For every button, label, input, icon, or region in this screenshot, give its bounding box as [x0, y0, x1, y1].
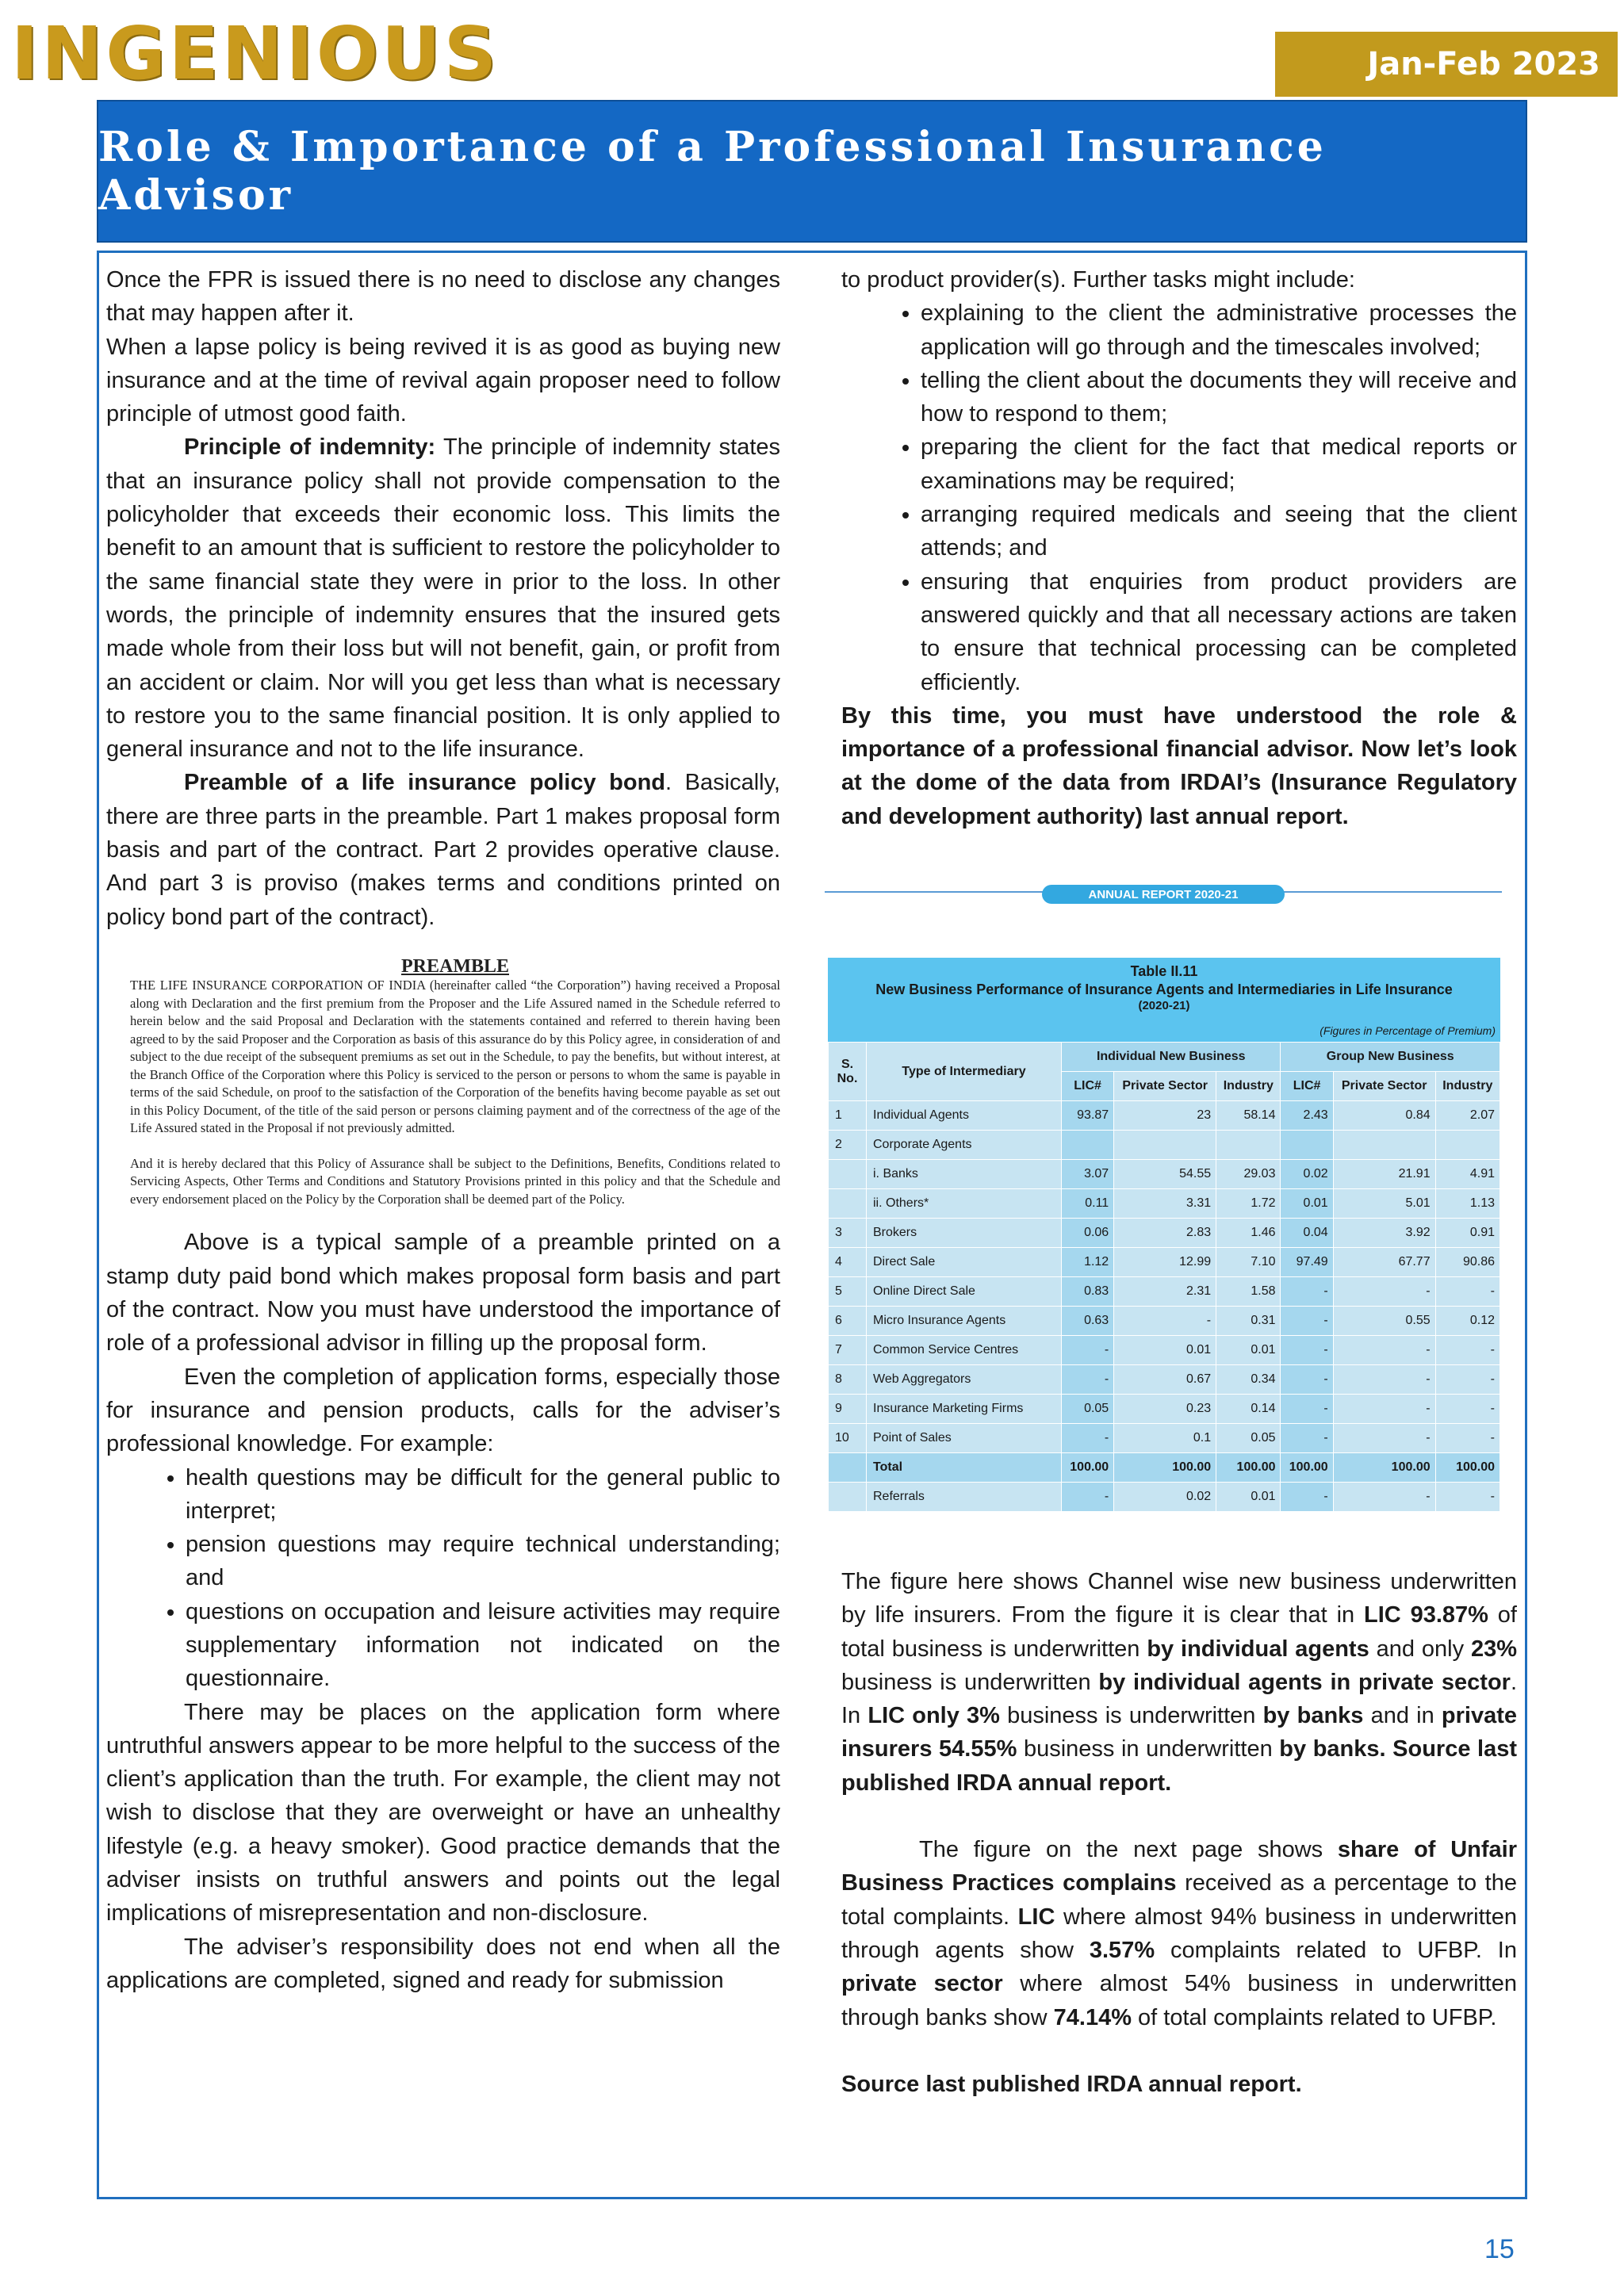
- table-row: [829, 1189, 1500, 1219]
- table-row: [829, 1395, 1500, 1424]
- cell-value: 23: [1114, 1101, 1216, 1131]
- paragraph: to product provider(s). Further tasks might include:: [841, 267, 1355, 293]
- cell-value: 2.43: [1281, 1101, 1333, 1131]
- cell-value: 0.34: [1216, 1365, 1281, 1395]
- paragraph-bold: [841, 699, 1517, 833]
- cell-value: -: [1062, 1336, 1114, 1365]
- cell-value: -: [1435, 1424, 1500, 1453]
- cell-value: 0.23: [1114, 1395, 1216, 1424]
- cell-value: 1.12: [1062, 1248, 1114, 1277]
- table-row: [829, 1131, 1500, 1160]
- text: business is underwritten: [999, 1703, 1263, 1729]
- cell-value: -: [1281, 1307, 1333, 1336]
- cell-type: Direct Sale: [867, 1248, 1062, 1277]
- bold-text: by individual agents in private sector: [1098, 1669, 1511, 1695]
- paragraph-preamble: [106, 766, 780, 933]
- text: of total complaints related to UFBP.: [1131, 2004, 1497, 2030]
- cell-value: 0.55: [1333, 1307, 1435, 1336]
- article-title-band: [97, 100, 1527, 243]
- text: where almost 94% business in underwritten through agents show: [841, 1904, 1517, 1963]
- cell-value: 58.14: [1216, 1101, 1281, 1131]
- cell-value: 0.1: [1114, 1424, 1216, 1453]
- cell-value: 12.99: [1114, 1248, 1216, 1277]
- text: of total business is underwritten: [841, 1602, 1517, 1662]
- cell-value: 3.92: [1333, 1219, 1435, 1248]
- col-header-lic: LIC#: [1281, 1072, 1333, 1101]
- bold-text: by banks. Source last published IRDA annual report.: [841, 1736, 1517, 1796]
- table-row: [829, 1365, 1500, 1395]
- bold-text: by banks: [1262, 1703, 1364, 1729]
- issue-date: Jan-Feb 2023: [1367, 46, 1600, 82]
- cell-value: 1.58: [1216, 1277, 1281, 1307]
- col-header-private: Private Sector: [1333, 1072, 1435, 1101]
- bold-text: 23%: [1470, 1636, 1517, 1662]
- cell-sno: 3: [829, 1219, 867, 1248]
- cell-type: Referrals: [867, 1483, 1062, 1512]
- cell-sno: 8: [829, 1365, 867, 1395]
- cell-value: 0.11: [1062, 1189, 1114, 1219]
- cell-value: [1333, 1131, 1435, 1160]
- paragraph: When a lapse policy is being revived it is as good as buying new insurance and at the time of revival again proposer need to follow principle of utmost good faith.: [106, 334, 780, 427]
- bullet-list: [106, 1461, 780, 1696]
- cell-value: 2.83: [1114, 1219, 1216, 1248]
- table-row: [829, 1219, 1500, 1248]
- bold-text: private sector: [841, 1971, 1003, 1997]
- preamble-clause: THE LIFE INSURANCE CORPORATION OF INDIA (hereinafter called “the Corporation”) having received a Proposal along with Declaration and the first premium from the Proposer and the Life Assured named in the Schedule referred to herein below and the said Proposal and Declaration with the statements contained and referred to therein having been agreed to by the said Proposer and the Corporation as basis of this assurance do by this Policy agree, in consideration of and subject to the due receipt of the subsequent premiums as set out in the Schedule, to pay the benefits, but without interest, at the Branch Office of the Corporation where this Policy is serviced to the person or persons to whom the same is payable in terms of the said Schedule, on proof to the satisfaction of the Corporation of the benefits having become payable as set out in this Policy Document, of the title of the said person or persons claiming payment and of the correctness of the age of the Life Assured stated in the Proposal if not previously admitted.: [130, 978, 780, 1136]
- cell-value: 0.02: [1114, 1483, 1216, 1512]
- cell-value: 2.07: [1435, 1101, 1500, 1131]
- cell-type: Insurance Marketing Firms: [867, 1395, 1062, 1424]
- text: and in: [1363, 1703, 1442, 1729]
- cell-value: [1062, 1131, 1114, 1160]
- cell-value: 0.31: [1216, 1307, 1281, 1336]
- cell-value: [1435, 1131, 1500, 1160]
- bold-text: private insurers 54.55%: [841, 1703, 1517, 1762]
- cell-value: 0.06: [1062, 1219, 1114, 1248]
- cell-value: -: [1281, 1424, 1333, 1453]
- table-note: (Figures in Percentage of Premium): [1320, 1024, 1496, 1037]
- cell-value: 100.00: [1062, 1453, 1114, 1483]
- bullet-list: [841, 297, 1517, 699]
- col-group-group: Group New Business: [1281, 1043, 1500, 1072]
- paragraph: Above is a typical sample of a preamble printed on a stamp duty paid bond which makes proposal form basis and part of the contract. Now you must have understood the importance of role of a professional advisor in filling up the proposal form.: [106, 1230, 780, 1357]
- text: where almost 54% business in underwritten through banks show: [841, 1971, 1517, 2030]
- table-number: Table II.11: [1130, 963, 1198, 979]
- list-item: • preparing the client for the fact that medical reports or examinations may be required;: [921, 430, 1517, 498]
- cell-sno: [829, 1483, 867, 1512]
- cell-type: Common Service Centres: [867, 1336, 1062, 1365]
- article-title: Role & Importance of a Professional Insurance Advisor: [98, 123, 1327, 220]
- text: business in underwritten: [1017, 1736, 1280, 1762]
- cell-value: 2.31: [1114, 1277, 1216, 1307]
- cell-value: 0.83: [1062, 1277, 1114, 1307]
- cell-value: 1.13: [1435, 1189, 1500, 1219]
- cell-type: Point of Sales: [867, 1424, 1062, 1453]
- table-row: [829, 1453, 1500, 1483]
- cell-value: 97.49: [1281, 1248, 1333, 1277]
- paragraph-channel: [841, 1565, 1517, 1800]
- bold-text: Source last published IRDA annual report.: [841, 2071, 1302, 2097]
- table-row: [829, 1336, 1500, 1365]
- text: business is underwritten: [841, 1669, 1099, 1695]
- cell-value: 0.91: [1435, 1219, 1500, 1248]
- cell-value: 93.87: [1062, 1101, 1114, 1131]
- cell-value: 100.00: [1216, 1453, 1281, 1483]
- cell-sno: [829, 1189, 867, 1219]
- cell-value: 0.63: [1062, 1307, 1114, 1336]
- bold-text: LIC: [1017, 1904, 1055, 1930]
- cell-sno: 2: [829, 1131, 867, 1160]
- cell-value: 0.05: [1216, 1424, 1281, 1453]
- table-row: [829, 1277, 1500, 1307]
- right-column: [841, 263, 1517, 833]
- bold-text: 3.57%: [1089, 1937, 1155, 1963]
- page-number: 15: [1484, 2234, 1515, 2264]
- preamble-sample-image: [106, 955, 780, 1209]
- col-header-industry: Industry: [1216, 1072, 1281, 1101]
- cell-type: Micro Insurance Agents: [867, 1307, 1062, 1336]
- cell-value: -: [1062, 1424, 1114, 1453]
- table-wrap: [828, 958, 1500, 1512]
- cell-value: 0.05: [1062, 1395, 1114, 1424]
- text: received as a percentage to the total complaints.: [841, 1870, 1517, 1930]
- cell-value: -: [1333, 1365, 1435, 1395]
- text: The figure on the next page shows: [919, 1837, 1338, 1863]
- source-note: [841, 2068, 1517, 2101]
- cell-value: 1.46: [1216, 1219, 1281, 1248]
- cell-value: 90.86: [1435, 1248, 1500, 1277]
- cell-value: 7.10: [1216, 1248, 1281, 1277]
- cell-value: 0.14: [1216, 1395, 1281, 1424]
- paragraph: The adviser’s responsibility does not end when all the applications are completed, signed and ready for submission: [106, 1934, 780, 1993]
- paragraph: Once the FPR is issued there is no need to disclose any changes that may happen after it.: [106, 267, 780, 327]
- cell-value: -: [1114, 1307, 1216, 1336]
- cell-value: -: [1281, 1365, 1333, 1395]
- cell-type: Corporate Agents: [867, 1131, 1062, 1160]
- cell-sno: 7: [829, 1336, 867, 1365]
- paragraph-indemnity: [106, 430, 780, 766]
- cell-value: -: [1281, 1336, 1333, 1365]
- cell-value: 0.01: [1114, 1336, 1216, 1365]
- cell-sno: [829, 1453, 867, 1483]
- col-header-type: Type of Intermediary: [867, 1043, 1062, 1101]
- annual-report-table-image: [825, 887, 1502, 1524]
- issue-tag: [1275, 32, 1618, 97]
- cell-value: -: [1333, 1395, 1435, 1424]
- text: and only: [1369, 1636, 1471, 1662]
- left-column: [106, 263, 780, 1997]
- col-header-lic: LIC#: [1062, 1072, 1114, 1101]
- text: complaints related to UFBP. In: [1155, 1937, 1517, 1963]
- cell-value: -: [1333, 1424, 1435, 1453]
- cell-value: -: [1333, 1336, 1435, 1365]
- cell-sno: 5: [829, 1277, 867, 1307]
- cell-type: Online Direct Sale: [867, 1277, 1062, 1307]
- table-body: [829, 1101, 1500, 1512]
- cell-sno: [829, 1160, 867, 1189]
- cell-value: -: [1435, 1395, 1500, 1424]
- cell-value: 3.07: [1062, 1160, 1114, 1189]
- paragraph: There may be places on the application form where untruthful answers appear to be more helpful to the success of the client’s application than the truth. For example, the client may not wish to disclose that they are overweight or have an unhealthy lifestyle (e.g. a heavy smoker). Good practice demands that the adviser insists on truthful answers and points out the legal implications of misrepresentation and non-disclosure.: [106, 1699, 780, 1927]
- intermediary-table: [828, 1042, 1500, 1512]
- paragraph-ufbp: [841, 1833, 1517, 2034]
- paragraph-text: . Basically, there are three parts in the preamble. Part 1 makes proposal form basis and part of the contract. Part 2 provides operative clause. And part 3 is proviso (makes terms and conditions printed on policy bond part of the contract).: [106, 770, 780, 930]
- cell-sno: 9: [829, 1395, 867, 1424]
- cell-value: 100.00: [1114, 1453, 1216, 1483]
- cell-value: 0.01: [1216, 1336, 1281, 1365]
- right-column-lower: [841, 1565, 1517, 2101]
- cell-value: -: [1062, 1483, 1114, 1512]
- bold-lead: Principle of indemnity:: [184, 434, 436, 461]
- cell-value: 0.12: [1435, 1307, 1500, 1336]
- cell-value: 0.01: [1281, 1189, 1333, 1219]
- table-row: [829, 1483, 1500, 1512]
- list-item: • ensuring that enquiries from product providers are answered quickly and that all necessary actions are taken to ensure that technical processing can be completed efficiently.: [921, 565, 1517, 699]
- cell-type: Individual Agents: [867, 1101, 1062, 1131]
- list-item: • questions on occupation and leisure activities may require supplementary information not indicated on the questionnaire.: [186, 1595, 780, 1696]
- cell-value: 0.01: [1216, 1483, 1281, 1512]
- table-year: (2020-21): [1138, 999, 1190, 1012]
- cell-type: Web Aggregators: [867, 1365, 1062, 1395]
- bold-text: by individual agents: [1147, 1636, 1369, 1662]
- cell-value: -: [1435, 1336, 1500, 1365]
- cell-value: 21.91: [1333, 1160, 1435, 1189]
- cell-value: -: [1333, 1277, 1435, 1307]
- cell-value: 4.91: [1435, 1160, 1500, 1189]
- cell-value: 54.55: [1114, 1160, 1216, 1189]
- cell-value: 1.72: [1216, 1189, 1281, 1219]
- cell-value: 0.67: [1114, 1365, 1216, 1395]
- brand-logo: INGENIOUS: [11, 11, 500, 96]
- cell-value: 100.00: [1333, 1453, 1435, 1483]
- list-item: • telling the client about the documents they will receive and how to respond to them;: [921, 364, 1517, 431]
- col-header-private: Private Sector: [1114, 1072, 1216, 1101]
- cell-sno: 1: [829, 1101, 867, 1131]
- cell-value: -: [1435, 1483, 1500, 1512]
- cell-type: Brokers: [867, 1219, 1062, 1248]
- cell-value: 5.01: [1333, 1189, 1435, 1219]
- cell-value: -: [1333, 1483, 1435, 1512]
- cell-value: -: [1281, 1277, 1333, 1307]
- preamble-clause: And it is hereby declared that this Policy of Assurance shall be subject to the Definitions, Benefits, Conditions related to Servicing Aspects, Other Terms and Conditions and Statutory Provisions printed in this policy and that the Schedule and every endorsement placed on the Policy by the Corporation shall be deemed part of the Policy.: [130, 1155, 780, 1207]
- cell-value: 100.00: [1435, 1453, 1500, 1483]
- cell-value: 0.02: [1281, 1160, 1333, 1189]
- table-title: New Business Performance of Insurance Agents and Intermediaries in Life Insurance: [875, 982, 1453, 997]
- cell-value: -: [1062, 1365, 1114, 1395]
- list-item: • health questions may be difficult for the general public to interpret;: [186, 1461, 780, 1529]
- col-group-individual: Individual New Business: [1062, 1043, 1281, 1072]
- bold-text: 74.14%: [1053, 2004, 1132, 2030]
- cell-value: -: [1281, 1483, 1333, 1512]
- annual-report-badge: ANNUAL REPORT 2020-21: [1042, 885, 1285, 904]
- cell-sno: 4: [829, 1248, 867, 1277]
- list-item: • pension questions may require technical understanding; and: [186, 1528, 780, 1595]
- cell-type: i. Banks: [867, 1160, 1062, 1189]
- table-row: [829, 1248, 1500, 1277]
- cell-value: 0.84: [1333, 1101, 1435, 1131]
- cell-value: -: [1435, 1277, 1500, 1307]
- cell-value: [1281, 1131, 1333, 1160]
- list-item: • arranging required medicals and seeing that the client attends; and: [921, 498, 1517, 565]
- bold-lead: Preamble of a life insurance policy bond: [184, 770, 666, 796]
- cell-value: [1216, 1131, 1281, 1160]
- table-row: [829, 1424, 1500, 1453]
- table-row: [829, 1101, 1500, 1131]
- text: . In: [841, 1669, 1518, 1729]
- cell-type: ii. Others*: [867, 1189, 1062, 1219]
- cell-value: 67.77: [1333, 1248, 1435, 1277]
- cell-value: -: [1435, 1365, 1500, 1395]
- col-header-sno: S. No.: [829, 1043, 867, 1101]
- cell-value: 100.00: [1281, 1453, 1333, 1483]
- cell-value: [1114, 1131, 1216, 1160]
- paragraph: Even the completion of application forms, especially those for insurance and pension products, calls for the adviser’s professional knowledge. For example:: [106, 1364, 780, 1457]
- table-row: [829, 1307, 1500, 1336]
- text: The figure here shows Channel wise new business underwritten by life insurers. From the figure it is clear that in: [841, 1569, 1517, 1628]
- cell-sno: 10: [829, 1424, 867, 1453]
- table-row: [829, 1160, 1500, 1189]
- preamble-title: PREAMBLE: [400, 955, 509, 977]
- cell-value: -: [1281, 1395, 1333, 1424]
- list-item: • explaining to the client the administrative processes the application will go through and the timescales involved;: [921, 297, 1517, 364]
- table-caption: [828, 958, 1500, 1042]
- cell-type: Total: [867, 1453, 1062, 1483]
- paragraph-text: The principle of indemnity states that an insurance policy shall not provide compensation to the policyholder that exceeds their economic loss. This limits the benefit to an amount that is sufficient to restore the policyholder to the same financial state they were in prior to the loss. In other words, the principle of indemnity ensures that the insured gets made whole from their loss but will not benefit, gain, or profit from an accident or claim. Nor will you get less than what is necessary to restore you to the same financial position. It is only applied to general insurance and not to the life insurance.: [106, 434, 781, 763]
- bold-text: LIC only 3%: [868, 1703, 1000, 1729]
- cell-value: 29.03: [1216, 1160, 1281, 1189]
- bold-text: By this time, you must have understood the role & importance of a professional financial advisor. Now let’s look at the dome of the data from IRDAI’s (Insurance Regulatory and development authority) last annual report.: [841, 702, 1517, 829]
- col-header-industry: Industry: [1435, 1072, 1500, 1101]
- bold-text: LIC 93.87%: [1364, 1602, 1488, 1628]
- cell-value: 3.31: [1114, 1189, 1216, 1219]
- bold-text: share of Unfair Business Practices complains: [841, 1837, 1517, 1896]
- cell-value: 0.04: [1281, 1219, 1333, 1248]
- cell-sno: 6: [829, 1307, 867, 1336]
